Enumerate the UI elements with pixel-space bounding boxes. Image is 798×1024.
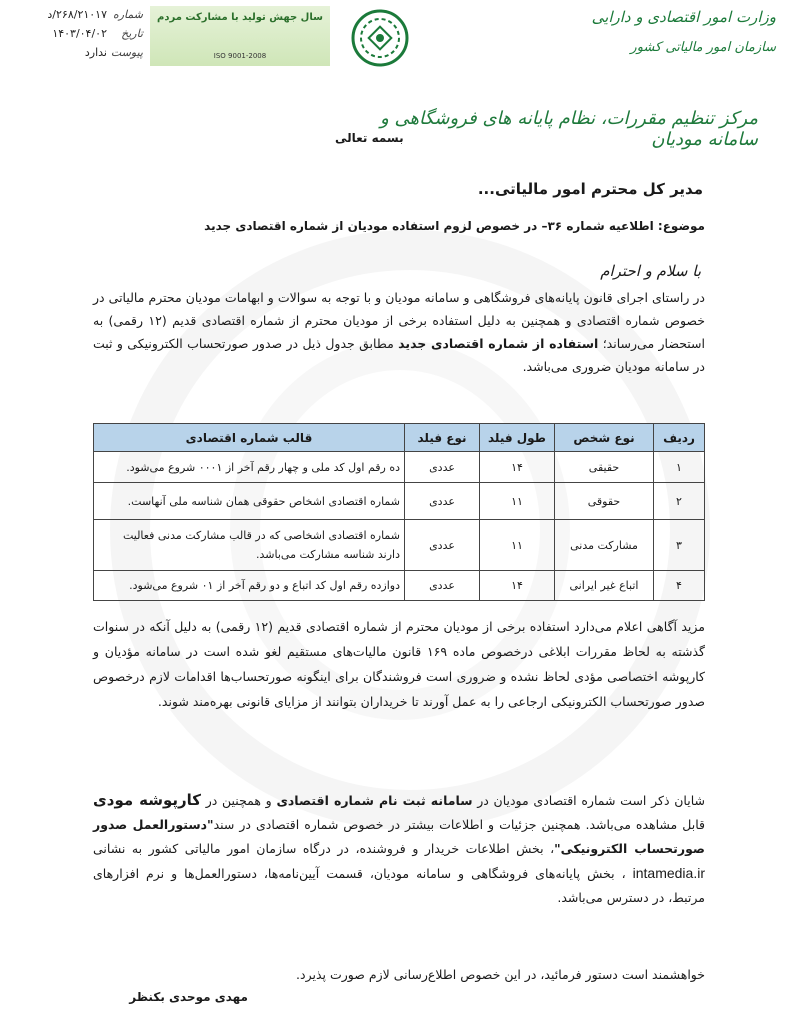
table-row xyxy=(94,483,705,520)
cell-format: دوازده رقم اول کد اتباع و دو رقم آخر از ۰۱ شروع می‌شود. xyxy=(94,571,405,601)
cell-index: ۱ xyxy=(654,452,705,483)
organization-name: سازمان امور مالیاتی کشور xyxy=(630,40,776,55)
ref-text: و همچنین در xyxy=(200,793,277,808)
cell-field-type: عددی xyxy=(405,452,480,483)
cell-index: ۴ xyxy=(654,571,705,601)
emblem-icon xyxy=(345,6,415,70)
paragraph-intro xyxy=(93,286,705,378)
col-header-format: قالب شماره اقتصادی xyxy=(94,424,405,452)
ref-text: شایان ذکر است شماره اقتصادی مودیان در xyxy=(472,793,705,808)
col-header-field: نوع فیلد xyxy=(405,424,480,452)
number-value: ۲۶۸/۲۱۰۱۷/د xyxy=(47,8,107,21)
table-row xyxy=(94,520,705,571)
ref-text: ، بخش پایانه‌های فروشگاهی و سامانه مودیان، قسمت آیین‌نامه‌ها، دستورالعمل‌ها و نرم افزارهای مرتبط، در دسترس می‌باشد. xyxy=(93,866,705,905)
salutation: با سلام و احترام xyxy=(600,262,701,280)
ref-text: قابل مشاهده می‌باشد. همچنین جزئیات و اطلاعات بیشتر در خصوص شماره اقتصادی در سند xyxy=(213,817,705,832)
ref-text: ، بخش اطلاعات خریدار و فروشنده، در درگاه سازمان امور مالیاتی کشور به نشانی xyxy=(93,841,555,856)
date-label: تاریخ xyxy=(121,27,143,40)
cell-format: ده رقم اول کد ملی و چهار رقم آخر از ۰۰۰۱ شروع می‌شود. xyxy=(94,452,405,483)
paragraph-request: خواهشمند است دستور فرمائید، در این خصوص اطلاع‌رسانی لازم صورت پذیرد. xyxy=(296,967,705,982)
cell-person-type: حقیقی xyxy=(555,452,654,483)
cell-length: ۱۱ xyxy=(480,483,555,520)
cell-person-type: اتباع غیر ایرانی xyxy=(555,571,654,601)
ref-workspace-name: کارپوشه مودی xyxy=(93,791,201,809)
subject-line: موضوع: اطلاعیه شماره ۳۶– در خصوص لزوم استفاده مودیان از شماره اقتصادی جدید xyxy=(204,219,705,233)
intro-text: در راستای اجرای قانون پایانه‌های فروشگاهی و سامانه مودیان و با توجه به سوالات و ابهامات مودیان محترم مالیاتی در خصوص شماره اقتصادی و همچنین به دلیل استفاده برخی از مودیان محترم از شماره اقتصادی قدیم (۱۲ رقمی) به استحضار می‌رساند؛ xyxy=(93,290,705,351)
col-header-length: طول فیلد xyxy=(480,424,555,452)
letterhead-ministry xyxy=(566,8,776,55)
cell-field-type: عددی xyxy=(405,571,480,601)
paragraph-reference xyxy=(93,788,705,910)
cell-length: ۱۴ xyxy=(480,452,555,483)
iso-label: ISO 9001-2008 xyxy=(213,52,267,60)
cell-field-type: عددی xyxy=(405,520,480,571)
intro-highlight: استفاده از شماره اقتصادی جدید xyxy=(398,336,599,351)
attachment-value: ندارد xyxy=(84,46,107,59)
slogan-text: سال جهش تولید با مشارکت مردم xyxy=(157,12,323,23)
ministry-name: وزارت امور اقتصادی و دارایی xyxy=(591,8,776,26)
table-row xyxy=(94,452,705,483)
cell-person-type: مشارکت مدنی xyxy=(555,520,654,571)
attachment-label: پیوست xyxy=(110,46,143,59)
cell-length: ۱۴ xyxy=(480,571,555,601)
cell-field-type: عددی xyxy=(405,483,480,520)
ref-system-name: سامانه ثبت نام شماره اقتصادی xyxy=(276,793,473,808)
table-header-row xyxy=(94,424,705,452)
number-label: شماره xyxy=(112,8,143,21)
table-row xyxy=(94,571,705,601)
col-header-row: ردیف xyxy=(654,424,705,452)
cell-length: ۱۱ xyxy=(480,520,555,571)
cell-person-type: حقوقی xyxy=(555,483,654,520)
economic-number-table xyxy=(93,423,705,601)
cell-format: شماره اقتصادی اشخاص حقوقی همان شناسه ملی آنهاست. xyxy=(94,483,405,520)
center-title: مرکز تنظیم مقررات، نظام پایانه های فروشگاهی و سامانه مودیان xyxy=(380,108,758,150)
addressee: مدیر کل محترم امور مالیاتی... xyxy=(477,180,703,198)
cell-index: ۲ xyxy=(654,483,705,520)
cell-index: ۳ xyxy=(654,520,705,571)
date-value: ۱۴۰۳/۰۴/۰۲ xyxy=(52,27,107,40)
paragraph-notice: مزید آگاهی اعلام می‌دارد استفاده برخی از مودیان محترم از شماره اقتصادی قدیم (۱۲ رقمی) به دلیل آنکه در سنوات گذشته به لحاظ مقررات ابلاغی درخصوص ماده ۱۶۹ قانون مالیات‌های مستقیم لغو شده است در سامانه مؤدیان و کارپوشه اختصاصی مؤدی لحاظ نشده و ضروری است فروشندگان برای اینگونه صورتحساب‌ها اقدامات لازم درخصوص صدور صورتحساب الکترونیکی ارجاعی را به عمل آورند تا خریداران بتوانند از مزایای قانونی بهره‌مند شوند. xyxy=(93,619,706,709)
signer-name: مهدی موحدی بکنظر xyxy=(129,990,248,1004)
ref-document-name: "دستورالعمل صدور صورتحساب الکترونیکی" xyxy=(93,817,705,856)
bismillah: بسمه تعالی xyxy=(335,131,404,145)
cell-format: شماره اقتصادی اشخاصی که در قالب مشارکت مدنی فعالیت دارند شناسه مشارکت می‌باشد. xyxy=(94,520,405,571)
col-header-type: نوع شخص xyxy=(555,424,654,452)
ref-website: intamedia.ir xyxy=(632,865,705,881)
intro-text-end: مطابق جدول ذیل در صدور صورتحساب الکترونیکی و ثبت در سامانه مودیان ضروری می‌باشد. xyxy=(93,336,705,374)
letter-meta xyxy=(8,8,143,65)
